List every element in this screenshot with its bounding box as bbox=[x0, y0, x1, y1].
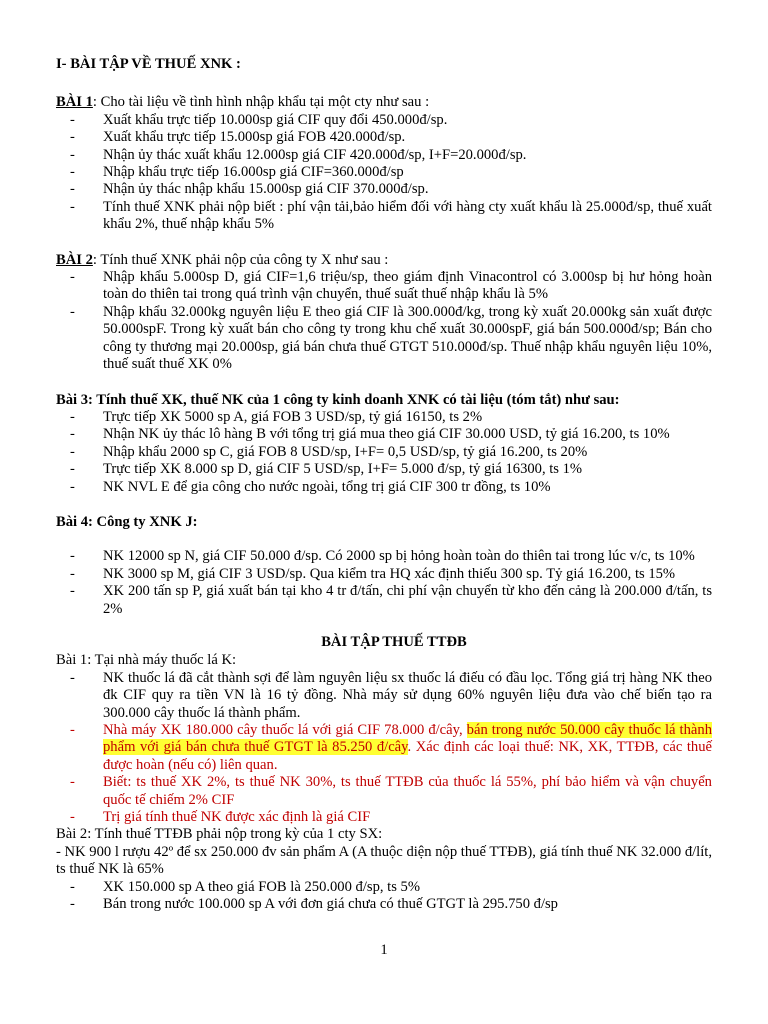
exercise-2 bbox=[56, 252, 712, 374]
exercise-1-heading bbox=[56, 94, 712, 111]
exercise-2-intro: : Tính thuế XNK phải nộp của công ty X như sau : bbox=[92, 251, 389, 268]
list-item: - Xuất khẩu trực tiếp 15.000sp giá FOB 420.000đ/sp. bbox=[103, 129, 712, 146]
list-item: - XK 200 tấn sp P, giá xuất bán tại kho 4 tr đ/tấn, chi phí vận chuyển từ kho đến cảng là 200.000 đ/tấn, ts 2% bbox=[103, 583, 712, 618]
red-text: Nhà máy XK 180.000 cây thuốc lá với giá CIF 78.000 đ/cây bbox=[103, 722, 459, 738]
list-item: - Tính thuế XNK phải nộp biết : phí vận tải,bảo hiểm đối với hàng cty xuất khẩu là 25.000đ/sp, thuế xuất khẩu 2%, thuế nhập khẩu 5% bbox=[103, 199, 712, 234]
ttdb-exercise-2-line: - NK 900 l rượu 42º để sx 250.000 đv sản phẩm A (A thuộc diện nộp thuế TTĐB), giá tính thuế NK 32.000 đ/lít, ts thuế NK là 65% bbox=[56, 843, 712, 878]
list-item: - Nhận ủy thác nhập khẩu 15.000sp giá CIF 370.000đ/sp. bbox=[103, 181, 712, 198]
list-item: - Nhà máy XK 180.000 cây thuốc lá với giá CIF 78.000 đ/cây, bán trong nước 50.000 cây thuốc lá thành phẩm với giá bán chưa thuế GTGT là 85.250 đ/cây. Xác định các loại thuế: NK, XK, TTĐB, các thuế được hoàn (nếu có) liên quan. bbox=[103, 722, 712, 774]
exercise-2-list bbox=[56, 269, 712, 373]
ttdb-exercise-1-list bbox=[56, 670, 712, 827]
list-item: - Biết: ts thuế XK 2%, ts thuế NK 30%, ts thuế TTĐB của thuốc lá 55%, phí bảo hiểm và vận chuyển quốc tế chiếm 2% CIF bbox=[103, 774, 712, 809]
list-item: - Nhập khẩu 32.000kg nguyên liệu E theo giá CIF là 300.000đ/kg, trong kỳ xuất 20.000kg sản xuất được 50.000spF. Trong kỳ xuất bán cho công ty trong khu chế xuất 30.000spF, giá bán 500.000đ/sp; Bán cho công ty thương mại 20.000sp, giá bán chưa thuế GTGT 510.000đ/sp. Thuế nhập khẩu nguyên liệu 10%, thuế suất thuế XK 0% bbox=[103, 304, 712, 374]
exercise-4-list bbox=[56, 548, 712, 618]
page-number: 1 bbox=[380, 942, 388, 958]
highlighted-text: bán trong nước 50.000 cây thuốc lá thành phẩm với giá bán chưa thuế GTGT là 85.250 đ/cây bbox=[103, 722, 712, 756]
list-item: - Nhập khẩu 5.000sp D, giá CIF=1,6 triệu/sp, theo giám định Vinacontrol có 3.000sp bị hư hỏng hoàn toàn do thiên tai trong quá trình vận chuyển, thuế suất thuế nhập khẩu là 5% bbox=[103, 269, 712, 304]
exercise-4-heading: Bài 4: Công ty XNK J: bbox=[56, 513, 198, 530]
section-title-xnk: I- BÀI TẬP VỀ THUẾ XNK : bbox=[56, 56, 241, 72]
ttdb-exercise-2-list bbox=[56, 879, 712, 914]
list-item: - Nhận NK ủy thác lô hàng B với tổng trị giá mua theo giá CIF 30.000 USD, tỷ giá 16.200, ts 10% bbox=[103, 426, 712, 443]
list-item: - NK 3000 sp M, giá CIF 3 USD/sp. Qua kiểm tra HQ xác định thiếu 300 sp. Tỷ giá 16.200, ts 15% bbox=[103, 566, 712, 583]
list-item: - XK 150.000 sp A theo giá FOB là 250.000 đ/sp, ts 5% bbox=[103, 879, 712, 896]
list-item: - NK NVL E để gia công cho nước ngoài, tổng trị giá CIF 300 tr đồng, ts 10% bbox=[103, 479, 712, 496]
list-item: - Trị giá tính thuế NK được xác định là giá CIF bbox=[103, 809, 712, 826]
ttdb-exercise-2-intro: Bài 2: Tính thuế TTĐB phải nộp trong kỳ của 1 cty SX: bbox=[56, 826, 383, 843]
list-item: - Trực tiếp XK 5000 sp A, giá FOB 3 USD/sp, tỷ giá 16150, ts 2% bbox=[103, 409, 712, 426]
list-item: - Xuất khẩu trực tiếp 10.000sp giá CIF quy đổi 450.000đ/sp. bbox=[103, 112, 712, 129]
exercise-3-list bbox=[56, 409, 712, 496]
list-item: - NK 12000 sp N, giá CIF 50.000 đ/sp. Có 2000 sp bị hỏng hoàn toàn do thiên tai trong lúc v/c, ts 10% bbox=[103, 548, 712, 565]
exercise-3 bbox=[56, 392, 712, 496]
exercise-3-heading: Bài 3: Tính thuế XK, thuế NK của 1 công ty kinh doanh XNK có tài liệu (tóm tắt) như sau: bbox=[56, 391, 620, 408]
exercise-2-label: BÀI 2 bbox=[56, 251, 93, 268]
red-text: phí bảo hiểm và vận chuyển quốc tế chiếm 2% CIF bbox=[103, 774, 712, 808]
ttdb-exercise-1-intro: Bài 1: Tại nhà máy thuốc lá K: bbox=[56, 652, 237, 669]
exercise-1-label: BÀI 1 bbox=[56, 94, 93, 111]
section-title-ttdb: BÀI TẬP THUẾ TTĐB bbox=[321, 633, 467, 650]
list-item: - Bán trong nước 100.000 sp A với đơn giá chưa có thuế GTGT là 295.750 đ/sp bbox=[103, 896, 712, 913]
list-item: - Trực tiếp XK 8.000 sp D, giá CIF 5 USD/sp, I+F= 5.000 đ/sp, tỷ giá 16300, ts 1% bbox=[103, 461, 712, 478]
exercise-2-heading bbox=[56, 252, 712, 269]
exercise-1-intro: : Cho tài liệu về tình hình nhập khẩu tại một cty như sau : bbox=[92, 94, 430, 111]
list-item: - Nhận ủy thác xuất khẩu 12.000sp giá CIF 420.000đ/sp, I+F=20.000đ/sp. bbox=[103, 147, 712, 164]
list-item: - NK thuốc lá đã cắt thành sợi để làm nguyên liệu sx thuốc lá điếu có đầu lọc. Tổng giá trị hàng NK theo đk CIF quy ra tiền VN là 16 tỷ đồng. Nhà máy sử dụng 60% nguyên liệu đưa vào chế biến tạo ra 300.000 cây thuốc lá thành phẩm. bbox=[103, 670, 712, 722]
exercise-1 bbox=[56, 94, 712, 233]
list-item: - Nhập khẩu trực tiếp 16.000sp giá CIF=360.000đ/sp bbox=[103, 164, 712, 181]
exercise-1-list bbox=[56, 112, 712, 234]
list-item: - Nhập khẩu 2000 sp C, giá FOB 8 USD/sp, I+F= 0,5 USD/sp, tỷ giá 16.200, ts 20% bbox=[103, 444, 712, 461]
exercise-4 bbox=[56, 514, 712, 618]
